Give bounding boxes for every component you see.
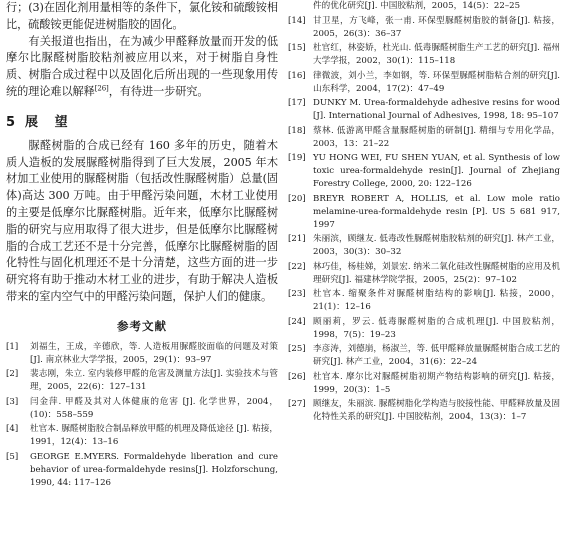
reference-text: YU HONG WEI, FU SHEN YUAN, et al. Synthesis of low toxic urea-formaldehyde resin[J]. Journal of Zhejiang Forestry College, 2000, 20: 122–126 — [313, 153, 560, 189]
reference-item — [6, 396, 278, 422]
reference-list-right — [288, 15, 560, 425]
reference-text: 件的优化研究[J]. 中国胶粘剂，2005，14(5)：22–25 — [313, 1, 521, 11]
reference-continuation — [288, 0, 560, 13]
reference-number: [25] — [288, 344, 306, 354]
reference-item — [288, 398, 560, 424]
hypothesis-tail: ，有待进一步研究。 — [108, 84, 209, 98]
reference-text: 裴志刚，朱立. 室内装修甲醛的危害及测量方法[J]. 实验技术与管理，2005，22(6)：127–131 — [30, 369, 278, 393]
reference-text: 刘福生，王成，辛德欣，等. 人造板用脲醛胶面临的问题及对策[J]. 南京林业大学学报，2005，29(1)：93–97 — [30, 341, 278, 365]
reference-text: 朱丽滨，顾继友. 低毒改性脲醛树脂胶粘剂的研究[J]. 林产工业，2003，30(3)：30–32 — [313, 234, 560, 257]
reference-number: [20] — [288, 193, 306, 204]
reference-number: [22] — [288, 261, 306, 272]
section-title: 展 望 — [25, 114, 74, 130]
reference-item — [288, 15, 560, 41]
reference-text: 蔡林. 低游离甲醛含量脲醛树脂的研制[J]. 精细与专用化学品，2003，13：21–22 — [313, 125, 560, 149]
reference-item — [288, 70, 560, 96]
reference-number: [2] — [6, 369, 19, 380]
reference-text: 顾继友，朱丽滨. 脲醛树脂化学构造与胶接性能、甲醛释放量及固化特性关系的研究[J]. 中国胶粘剂，2004，13(3)：1–7 — [313, 399, 560, 422]
reference-number: [3] — [6, 396, 19, 407]
reference-number: [14] — [288, 15, 306, 26]
reference-item — [288, 371, 560, 397]
hypothesis-text: 有关报道也指出，在为减少甲醛释放量而开发的低摩尔比脲醛树脂胶粘剂被应用以来，对于树脂自身性质、树脂合成过程中以及固化后所出现的一些现象用传统的理论难以解释 — [6, 34, 278, 98]
section-number: 5 — [6, 114, 16, 130]
section-heading — [6, 111, 278, 130]
references-heading: 参考文献 — [117, 318, 167, 333]
reference-item — [288, 97, 560, 123]
reference-item — [288, 193, 560, 232]
reference-number: [4] — [6, 424, 19, 435]
reference-number — [288, 0, 313, 13]
reference-item — [288, 42, 560, 68]
reference-text: 杜官本. 摩尔比对脲醛树脂初期产物结构影响的研究[J]. 粘接，1999，20(3)：1–5 — [313, 371, 560, 395]
reference-text: GEORGE E.MYERS. Formaldehyde liberation and cure behavior of urea-formaldehyde resins[J]. Holzforschung, 1990, 44: 117–126 — [30, 451, 278, 488]
reference-number: [18] — [288, 125, 306, 136]
reference-item — [288, 288, 560, 314]
continuation-paragraph: 行；(3)在固化剂用量相等的条件下，氯化铵和硫酸铵相比，硫酸铵更能促进树脂胶的固化。 — [6, 1, 278, 31]
reference-item — [6, 368, 278, 394]
reference-item — [288, 233, 560, 259]
hypothesis-paragraph — [6, 34, 278, 101]
reference-number: [1] — [6, 341, 19, 352]
reference-number: [5] — [6, 451, 19, 462]
reference-text: 杜官本. 缩聚条件对脲醛树脂结构的影响[J]. 粘接，2000，21(1)：12–16 — [313, 289, 560, 312]
reference-text: 闫金萍. 甲醛及其对人体健康的危害 [J]. 化学世界，2004，(10)：558–559 — [30, 396, 278, 420]
reference-item — [288, 125, 560, 151]
reference-number: [27] — [288, 399, 306, 409]
reference-item — [288, 316, 560, 342]
reference-number: [16] — [288, 70, 306, 81]
reference-item — [6, 423, 278, 449]
reference-text: 杜官本. 脲醛树脂胶合制品释放甲醛的机理及降低途径 [J]. 粘接，1991，12(4)：13–16 — [30, 424, 278, 448]
reference-number: [23] — [288, 289, 306, 299]
reference-number: [17] — [288, 98, 306, 108]
right-column — [288, 0, 560, 426]
reference-number: [19] — [288, 153, 306, 163]
reference-text: BREYR ROBERT A, HOLLIS, et al. Low mole ratio melamine-urea-formaldehyde resin [P]. US 5 681 917, 1997 — [313, 193, 560, 230]
reference-text: 律微波，刘小兰，李如钢，等. 环保型脲醛树脂粘合剂的研究[J]. 山东科学，2004，17(2)：47–49 — [313, 70, 560, 94]
reference-number: [26] — [288, 371, 306, 382]
reference-item — [288, 0, 560, 13]
reference-text: 杜官红，林姿娇，杜光山. 低毒脲醛树脂生产工艺的研究[J]. 福州大学学报，2002，30(1)：115–118 — [313, 43, 560, 66]
reference-text: 李彦涛，刘德崩，杨淑兰，等. 低甲醛释放量脲醛树脂合成工艺的研究[J]. 林产工业，2004，31(6)：22–24 — [313, 344, 560, 367]
reference-text: 甘卫星，方飞峰，张一甫. 环保型脲醛树脂胶的制备[J]. 粘接，2005，26(3)：36–37 — [313, 15, 560, 39]
reference-text: DUNKY M. Urea-formaldehyde adhesive resins for wood [J]. International Journal of Adhesives, 1998, 18: 95–107 — [313, 98, 560, 121]
reference-item — [6, 451, 278, 490]
reference-item — [288, 261, 560, 287]
outlook-paragraph: 脲醛树脂的合成已经有 160 多年的历史，随着木质人造板的发展脲醛树脂得到了巨大发展，2005 年木材加工业使用的脲醛树脂（包括改性脲醛树脂）总量(固体)高达 300 万吨。由于甲醛污染问题，木材工业使用的主要是低摩尔比脲醛树脂。近年来，低摩尔比脲醛树脂的研究与应用取得了很大进步，但是低摩尔比脲醛树脂的合成工艺还不是十分完善，低摩尔比脲醛树脂的固化特性与固化机理还不是十分清楚，这些方面的进一步研究将有助于推动木材工业的进步，有助于解决人造板带来的室内空气中的甲醛污染问题，保护人们的健康。 — [6, 138, 278, 303]
reference-item — [288, 343, 560, 369]
citation-marker: [26] — [94, 84, 109, 93]
left-column — [6, 0, 278, 491]
reference-number: [24] — [288, 316, 306, 327]
reference-item — [6, 341, 278, 367]
reference-item — [288, 152, 560, 191]
reference-text: 林巧佳，杨桂娣，刘景宏. 纳米二氧化硅改性脲醛树脂的应用及机理研究[J]. 福建林学院学报，2005，25(2)：97–102 — [313, 261, 560, 285]
reference-list-left — [6, 341, 278, 490]
reference-number: [15] — [288, 43, 306, 53]
reference-text: 顾丽莉，罗云. 低毒脲醛树脂的合成机理[J]. 中国胶粘剂，1998，7(5)：19–23 — [313, 316, 560, 340]
reference-number: [21] — [288, 234, 306, 244]
